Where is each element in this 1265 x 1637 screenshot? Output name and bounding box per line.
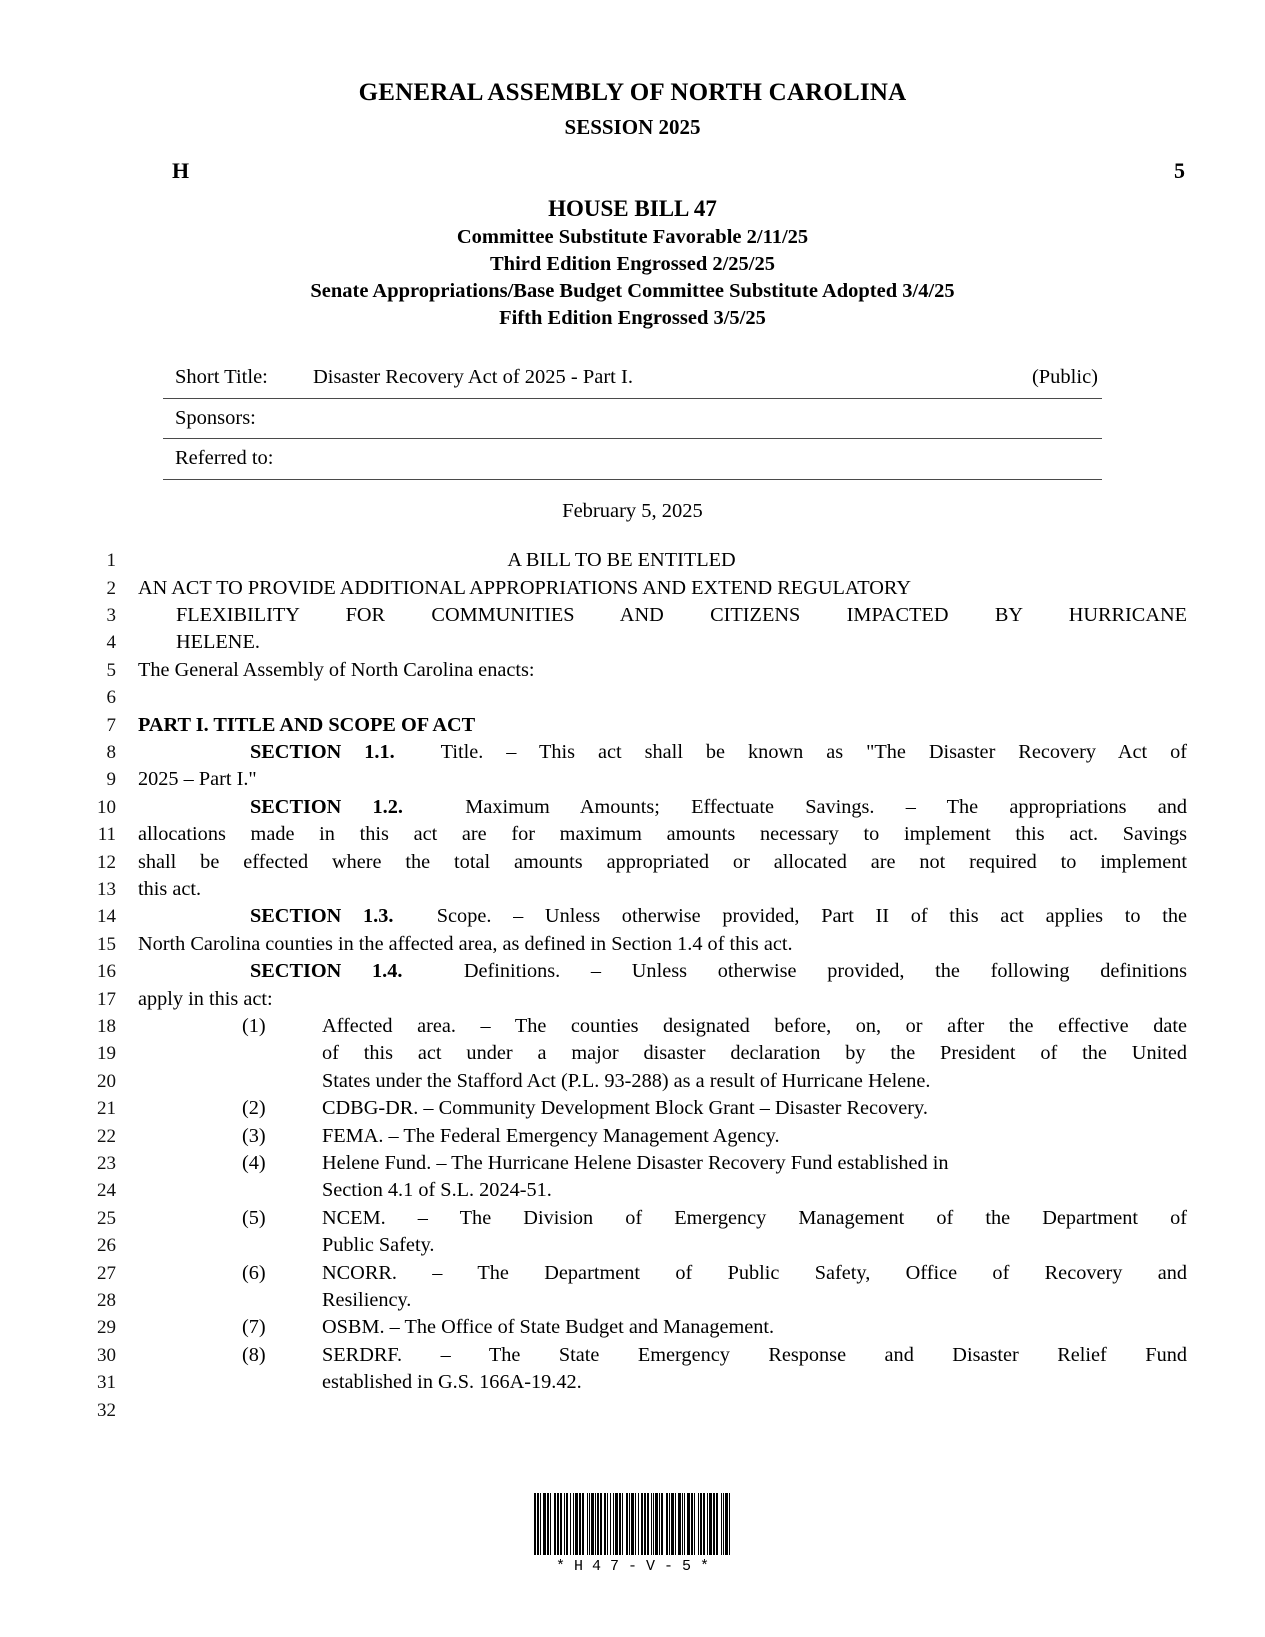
line-text bbox=[138, 712, 1265, 739]
line-text: 2025 – Part I." bbox=[138, 768, 257, 791]
bill-edition-3: Fifth Edition Engrossed 3/5/25 bbox=[499, 307, 766, 330]
line-number: 20 bbox=[97, 1070, 116, 1092]
line-number: 21 bbox=[97, 1098, 116, 1120]
bill-line bbox=[0, 1232, 1265, 1259]
line-text: apply in this act: bbox=[138, 987, 273, 1010]
line-text bbox=[138, 1205, 1265, 1232]
session-heading: SESSION 2025 bbox=[564, 114, 701, 139]
item-text: NCEM. – The Division of Emergency Management of the Department of bbox=[322, 1206, 1187, 1229]
barcode-image bbox=[534, 1493, 731, 1555]
line-number: 18 bbox=[97, 1016, 116, 1038]
section-text: Title. – This act shall be known as "The Disaster Recovery Act of bbox=[394, 740, 1187, 763]
bill-line bbox=[0, 1013, 1265, 1040]
item-text: FEMA. – The Federal Emergency Management Agency. bbox=[322, 1124, 780, 1147]
bill-line bbox=[0, 958, 1265, 985]
page-number: 5 bbox=[1174, 158, 1185, 184]
bill-body bbox=[0, 547, 1265, 1424]
line-number: 25 bbox=[97, 1207, 116, 1229]
bill-line bbox=[0, 657, 1265, 684]
short-title-row bbox=[163, 358, 1102, 399]
line-number: 19 bbox=[97, 1043, 116, 1065]
line-number: 3 bbox=[106, 604, 116, 626]
bill-line bbox=[0, 1342, 1265, 1369]
item-marker: (2) bbox=[242, 1097, 266, 1120]
bill-line bbox=[0, 547, 1265, 574]
bill-line bbox=[0, 986, 1265, 1013]
item-text: CDBG-DR. – Community Development Block Grant – Disaster Recovery. bbox=[322, 1097, 928, 1120]
bill-line bbox=[0, 1040, 1265, 1067]
bill-line bbox=[0, 1205, 1265, 1232]
chamber-row bbox=[0, 158, 1265, 188]
line-number: 22 bbox=[97, 1125, 116, 1147]
bill-line bbox=[0, 629, 1265, 656]
bill-line bbox=[0, 1369, 1265, 1396]
barcode-text: *H47-V-5* bbox=[555, 1558, 718, 1575]
item-marker: (3) bbox=[242, 1124, 266, 1147]
line-number: 10 bbox=[97, 796, 116, 818]
bill-line bbox=[0, 1260, 1265, 1287]
item-text: SERDRF. – The State Emergency Response and Disaster Relief Fund bbox=[322, 1343, 1187, 1366]
bill-line bbox=[0, 903, 1265, 930]
item-text: OSBM. – The Office of State Budget and Management. bbox=[322, 1316, 775, 1339]
section-text: Scope. – Unless otherwise provided, Part II of this act applies to the bbox=[393, 905, 1187, 928]
filing-date: February 5, 2025 bbox=[562, 500, 703, 523]
line-text bbox=[138, 1095, 1265, 1122]
bill-line bbox=[0, 766, 1265, 793]
item-text: Helene Fund. – The Hurricane Helene Disaster Recovery Fund established in bbox=[322, 1152, 949, 1175]
line-number: 7 bbox=[106, 714, 116, 736]
line-number: 30 bbox=[97, 1344, 116, 1366]
line-number: 24 bbox=[97, 1180, 116, 1202]
title-block bbox=[163, 358, 1102, 480]
line-text: Resiliency. bbox=[322, 1289, 412, 1312]
line-text: Public Safety. bbox=[322, 1234, 435, 1257]
short-title-value: Disaster Recovery Act of 2025 - Part I. bbox=[313, 366, 633, 389]
line-number: 8 bbox=[106, 741, 116, 763]
masthead bbox=[0, 0, 1265, 140]
line-text: HELENE. bbox=[176, 631, 260, 654]
bill-line bbox=[0, 1314, 1265, 1341]
line-text: allocations made in this act are for maximum amounts necessary to implement this act. Savings bbox=[138, 823, 1187, 846]
section-text: Definitions. – Unless otherwise provided, the following definitions bbox=[402, 960, 1187, 983]
sponsors-row bbox=[163, 399, 1102, 440]
chamber-letter: H bbox=[172, 158, 190, 184]
sponsors-label: Sponsors: bbox=[175, 406, 256, 429]
line-text bbox=[138, 903, 1265, 930]
line-number: 23 bbox=[97, 1153, 116, 1175]
part-heading: PART I. TITLE AND SCOPE OF ACT bbox=[138, 713, 476, 736]
bill-line bbox=[0, 1095, 1265, 1122]
line-text: FLEXIBILITY FOR COMMUNITIES AND CITIZENS IMPACTED BY HURRICANE bbox=[176, 603, 1187, 626]
line-number: 29 bbox=[97, 1317, 116, 1339]
line-text: A BILL TO BE ENTITLED bbox=[507, 549, 736, 572]
assembly-heading: GENERAL ASSEMBLY OF NORTH CAROLINA bbox=[358, 79, 907, 106]
item-marker: (6) bbox=[242, 1261, 266, 1284]
line-text bbox=[138, 958, 1265, 985]
line-number: 13 bbox=[97, 878, 116, 900]
line-number: 16 bbox=[97, 961, 116, 983]
line-number: 15 bbox=[97, 933, 116, 955]
referred-to-row bbox=[163, 439, 1102, 480]
short-title-label: Short Title: bbox=[175, 366, 268, 389]
item-marker: (8) bbox=[242, 1343, 266, 1366]
bill-line bbox=[0, 739, 1265, 766]
section-label: SECTION 1.1. bbox=[250, 740, 395, 763]
line-text: North Carolina counties in the affected area, as defined in Section 1.4 of this act. bbox=[138, 932, 793, 955]
item-marker: (1) bbox=[242, 1015, 266, 1038]
line-text bbox=[138, 1314, 1265, 1341]
bill-line bbox=[0, 602, 1265, 629]
line-number: 12 bbox=[97, 851, 116, 873]
barcode-block bbox=[0, 1493, 1265, 1575]
bill-line bbox=[0, 575, 1265, 602]
line-number: 11 bbox=[97, 824, 116, 846]
line-text: Section 4.1 of S.L. 2024-51. bbox=[322, 1179, 552, 1202]
section-label: SECTION 1.3. bbox=[250, 905, 394, 928]
line-text: States under the Stafford Act (P.L. 93-288) as a result of Hurricane Helene. bbox=[322, 1069, 931, 1092]
line-text bbox=[138, 1342, 1265, 1369]
line-text bbox=[138, 739, 1265, 766]
bill-line bbox=[0, 1068, 1265, 1095]
line-text bbox=[138, 1123, 1265, 1150]
item-text: Affected area. – The counties designated before, on, or after the effective date bbox=[322, 1015, 1187, 1038]
bill-line bbox=[0, 821, 1265, 848]
line-number: 14 bbox=[97, 906, 116, 928]
section-label: SECTION 1.2. bbox=[250, 795, 403, 818]
line-number: 5 bbox=[106, 659, 116, 681]
section-text: Maximum Amounts; Effectuate Savings. – The appropriations and bbox=[402, 795, 1187, 818]
bill-edition-1: Third Edition Engrossed 2/25/25 bbox=[490, 253, 775, 276]
line-text: shall be effected where the total amounts appropriated or allocated are not required to implement bbox=[138, 850, 1187, 873]
line-text: this act. bbox=[138, 877, 202, 900]
bill-line bbox=[0, 931, 1265, 958]
public-marker: (Public) bbox=[1031, 366, 1098, 389]
bill-line bbox=[0, 1287, 1265, 1314]
line-number: 27 bbox=[97, 1262, 116, 1284]
bill-line bbox=[0, 712, 1265, 739]
bill-line bbox=[0, 1150, 1265, 1177]
item-marker: (4) bbox=[242, 1152, 266, 1175]
line-number: 2 bbox=[106, 577, 116, 599]
line-text bbox=[138, 1150, 1265, 1177]
item-marker: (7) bbox=[242, 1316, 266, 1339]
line-text: AN ACT TO PROVIDE ADDITIONAL APPROPRIATIONS AND EXTEND REGULATORY bbox=[138, 576, 911, 599]
bill-line bbox=[0, 849, 1265, 876]
line-text bbox=[138, 794, 1265, 821]
bill-edition-2: Senate Appropriations/Base Budget Committee Substitute Adopted 3/4/25 bbox=[310, 280, 955, 303]
referred-to-label: Referred to: bbox=[175, 447, 274, 470]
section-label: SECTION 1.4. bbox=[250, 960, 403, 983]
bill-line bbox=[0, 1177, 1265, 1204]
bill-line bbox=[0, 794, 1265, 821]
line-number: 1 bbox=[106, 550, 116, 572]
bill-line bbox=[0, 1397, 1265, 1424]
bill-line bbox=[0, 1123, 1265, 1150]
line-text: of this act under a major disaster declaration by the President of the United bbox=[322, 1042, 1187, 1065]
bill-edition-0: Committee Substitute Favorable 2/11/25 bbox=[456, 226, 809, 248]
line-number: 28 bbox=[97, 1290, 116, 1312]
line-number: 26 bbox=[97, 1235, 116, 1257]
bill-line bbox=[0, 876, 1265, 903]
line-number: 9 bbox=[106, 769, 116, 791]
line-text bbox=[138, 1260, 1265, 1287]
line-text bbox=[138, 1013, 1265, 1040]
line-text: The General Assembly of North Carolina enacts: bbox=[138, 658, 535, 681]
bill-number: HOUSE BILL 47 bbox=[548, 196, 717, 222]
bill-title-block bbox=[0, 194, 1265, 332]
bill-line bbox=[0, 684, 1265, 711]
line-number: 17 bbox=[97, 988, 116, 1010]
line-text: established in G.S. 166A-19.42. bbox=[322, 1371, 582, 1394]
line-number: 32 bbox=[97, 1399, 116, 1421]
line-number: 6 bbox=[106, 687, 116, 709]
line-number: 31 bbox=[97, 1372, 116, 1394]
item-marker: (5) bbox=[242, 1206, 266, 1229]
line-number: 4 bbox=[106, 632, 116, 654]
item-text: NCORR. – The Department of Public Safety, Office of Recovery and bbox=[322, 1261, 1187, 1284]
